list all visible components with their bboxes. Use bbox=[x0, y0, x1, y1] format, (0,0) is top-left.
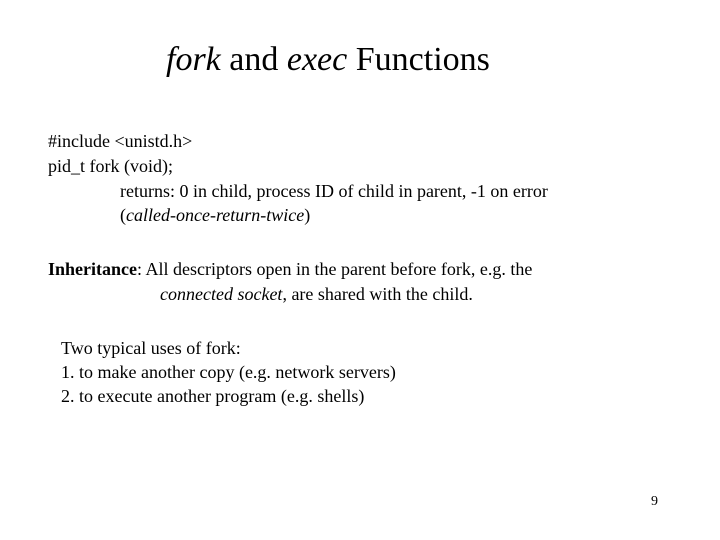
title-exec: exec bbox=[286, 41, 348, 78]
note-italic-text: called-once-return-twice bbox=[126, 205, 305, 225]
title-fork: fork bbox=[166, 41, 221, 78]
code-prototype: pid_t fork (void); bbox=[48, 156, 173, 176]
code-include: #include <unistd.h> bbox=[48, 131, 193, 151]
code-note bbox=[120, 204, 310, 226]
inheritance-text-2: , are shared with the child. bbox=[282, 284, 473, 304]
title-functions: Functions bbox=[347, 41, 490, 78]
inheritance-line-1 bbox=[48, 258, 532, 280]
inheritance-italic: connected socket bbox=[160, 284, 283, 304]
note-open-paren: ( bbox=[120, 205, 126, 225]
inheritance-line-2 bbox=[160, 283, 473, 305]
note-close-paren: ) bbox=[304, 205, 311, 225]
title-and: and bbox=[220, 41, 287, 78]
inheritance-label: Inheritance bbox=[48, 259, 137, 279]
code-returns: returns: 0 in child, process ID of child in parent, -1 on error bbox=[120, 181, 548, 201]
inheritance-text-1: : All descriptors open in the parent before fork, e.g. the bbox=[137, 259, 533, 279]
slide-title bbox=[166, 40, 490, 80]
uses-item-1: 1. to make another copy (e.g. network servers) bbox=[61, 362, 396, 382]
uses-item-2: 2. to execute another program (e.g. shells) bbox=[61, 386, 365, 406]
page-number: 9 bbox=[651, 494, 658, 509]
uses-heading: Two typical uses of fork: bbox=[61, 338, 241, 358]
